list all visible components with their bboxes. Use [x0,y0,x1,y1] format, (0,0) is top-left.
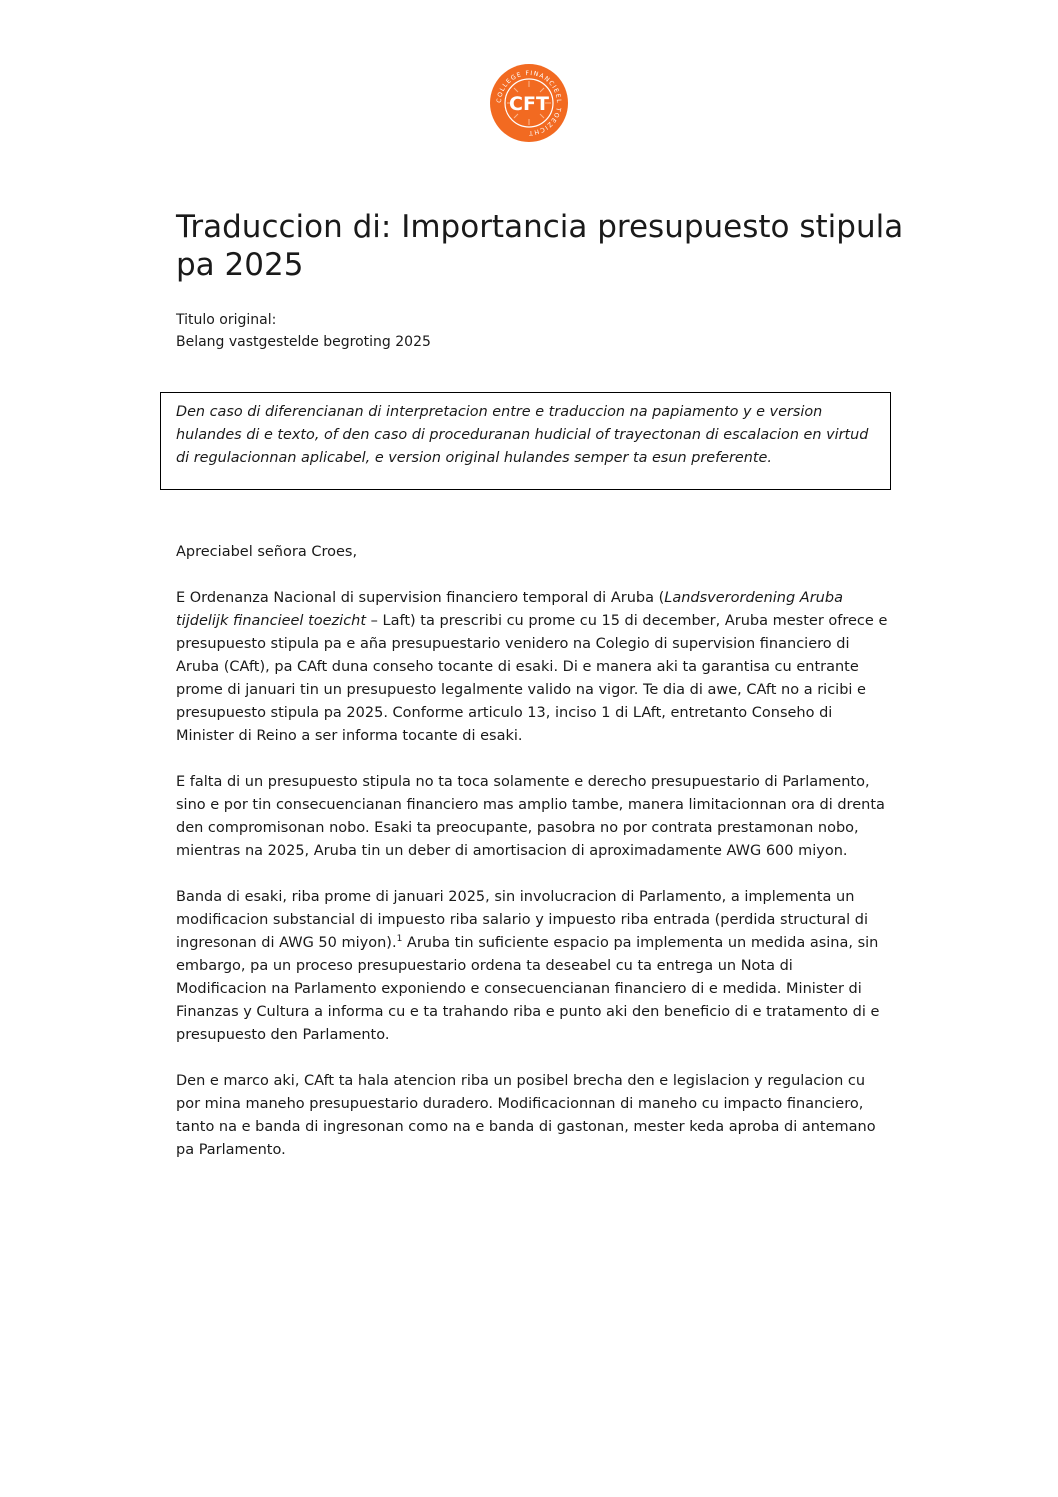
paragraph-1-part-1: E Ordenanza Nacional di supervision financiero temporal di Aruba ( [176,590,665,606]
logo-ring-text: COLLEGE FINANCIEEL TOEZICHT [495,69,563,137]
paragraph-1 [176,587,888,748]
cft-logo [489,63,569,143]
salutation: Apreciabel señora Croes, [176,544,358,560]
translation-disclaimer: Den caso di diferencianan di interpretacion entre e traduccion na papiamento y e version hulandes di e texto, of den caso di proceduranan hudicial of trayectonan di escalacion en virtud di regulacionnan aplicabel, e version original hulandes semper ta esun preferente. [160,392,891,490]
paragraph-1-italic: Landsverordening Aruba tijdelijk financieel toezicht [176,590,843,629]
paragraph-2: E falta di un presupuesto stipula no ta toca solamente e derecho presupuestario di Parlamento, sino e por tin consecuencianan financiero mas amplio tambe, manera limitacionnan ora di drenta den compromisonan nobo. Esaki ta preocupante, pasobra no por contrata prestamonan nobo, mientras na 2025, Aruba tin un deber di amortisacion di aproximadamente AWG 600 miyon. [176,774,885,859]
logo-initials: CFT [509,93,549,115]
paragraph-3-part-2: Aruba tin suficiente espacio pa implementa un medida asina, sin embargo, pa un proceso presupuestario ordena ta deseabel cu ta entrega un Nota di Modificacion na Parlamento exponiendo e consecuencianan financiero di e medida. Minister di Finanzas y Cultura a informa cu e ta trahando riba e punto aki den beneficio di e tratamento di e presupuesto den Parlamento. [176,935,880,1043]
paragraph-1-part-2: – Laft) ta prescribi cu prome cu 15 di december, Aruba mester ofrece e presupuesto stipula pa e aña presupuestario venidero na Colegio di supervision financiero di Aruba (CAft), pa CAft duna conseho tocante di esaki. Di e manera aki ta garantisa cu entrante prome di januari tin un presupuesto legalmente valido na vigor. Te dia di awe, CAft no a ricibi e presupuesto stipula pa 2025. Conforme articulo 13, inciso 1 di LAft, entretanto Conseho di Minister di Reino a ser informa tocante di esaki. [176,613,888,744]
footnote-marker[interactable]: 1 [396,934,403,945]
letter-body [176,541,888,1185]
original-title-value: Belang vastgestelde begroting 2025 [176,334,431,350]
paragraph-3-part-1: Banda di esaki, riba prome di januari 2025, sin involucracion di Parlamento, a implementa un modificacion substancial di impuesto riba salario y impuesto riba entrada (perdida structural di ingresonan di AWG 50 miyon). [176,889,869,951]
page-title: Traduccion di: Importancia presupuesto stipula pa 2025 [176,209,904,283]
original-title-block [176,309,431,353]
original-title-label: Titulo original: [176,312,277,328]
paragraph-4: Den e marco aki, CAft ta hala atencion riba un posibel brecha den e legislacion y regulacion cu por mina maneho presupuestario duradero. Modificacionnan di maneho cu impacto financiero, tanto na e banda di ingresonan como na e banda di gastonan, mester keda aproba di antemano pa Parlamento. [176,1073,876,1158]
paragraph-3 [176,886,888,1047]
